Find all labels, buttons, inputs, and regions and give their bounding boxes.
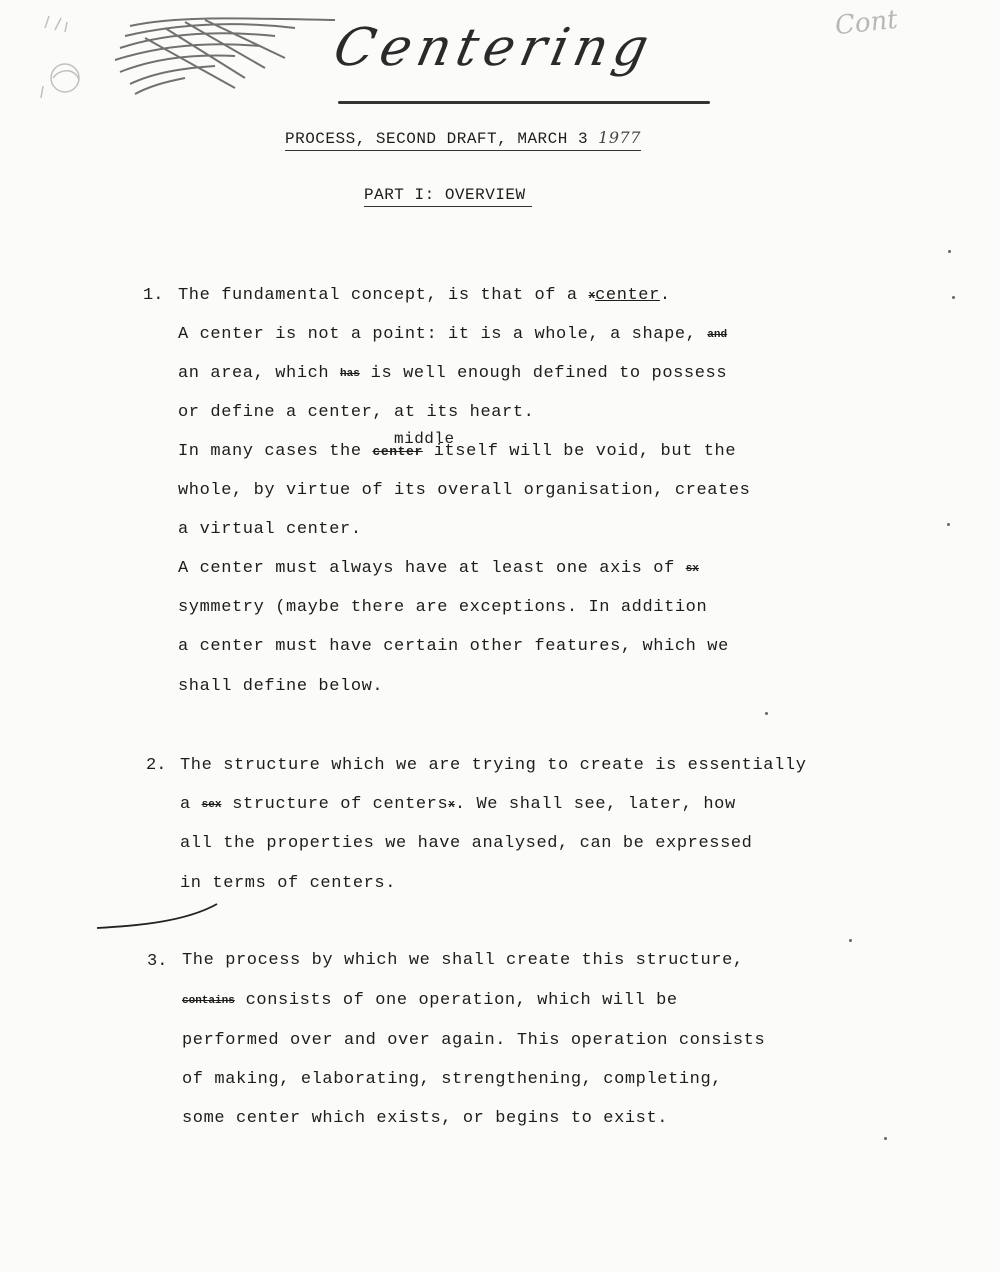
item-line: contains consists of one operation, which will be	[182, 991, 678, 1010]
item-line: A center is not a point: it is a whole, a shape, and	[178, 325, 728, 344]
item-line: some center which exists, or begins to exist.	[182, 1109, 669, 1128]
pen-stroke-mark	[95, 900, 225, 935]
scan-speck	[884, 1137, 887, 1140]
handwritten-title-text: Centering	[328, 18, 660, 78]
item-line: a center must have certain other features, which we	[178, 637, 729, 656]
scribble-mark	[35, 8, 345, 108]
corner-handwritten-note: Cont	[833, 4, 900, 42]
item-line: A center must always have at least one axis of sx	[178, 559, 699, 578]
item-line: an area, which has is well enough defined to possess	[178, 364, 728, 383]
item-line: performed over and over again. This operation consists	[182, 1031, 766, 1050]
item-number: 1.	[143, 286, 164, 305]
item-line: The fundamental concept, is that of a xcenter.	[178, 286, 671, 305]
item-line: or define a center, at its heart.	[178, 403, 535, 422]
item-line: symmetry (maybe there are exceptions. In addition	[178, 598, 708, 617]
item-line: a virtual center.	[178, 520, 362, 539]
draft-header	[285, 128, 641, 151]
draft-header-year: 1977	[598, 128, 641, 147]
item-line: whole, by virtue of its overall organisation, creates	[178, 481, 751, 500]
item-line: The structure which we are trying to create is essentially	[180, 756, 807, 775]
scan-speck	[952, 296, 955, 299]
draft-header-text: PROCESS, SECOND DRAFT, MARCH 3	[285, 130, 589, 148]
scan-speck	[849, 939, 852, 942]
item-number: 3.	[147, 952, 168, 971]
item-number: 2.	[146, 756, 167, 775]
title-underline	[338, 101, 710, 104]
underlined-word: center	[595, 286, 660, 305]
scan-speck	[948, 250, 951, 253]
item-line: of making, elaborating, strengthening, completing,	[182, 1070, 723, 1089]
handwritten-insert: middle	[394, 430, 455, 448]
item-line: all the properties we have analysed, can be expressed	[180, 834, 753, 853]
item-line: shall define below.	[178, 677, 384, 696]
scan-speck	[765, 712, 768, 715]
item-line: The process by which we shall create this structure,	[182, 951, 744, 970]
scan-speck	[947, 523, 950, 526]
item-line: in terms of centers.	[180, 874, 397, 893]
item-line: a sex structure of centersx. We shall see, later, how	[180, 795, 736, 814]
part-title: PART I: OVERVIEW	[364, 186, 532, 207]
item-line: In many cases the center itself will be void, but the	[178, 442, 737, 461]
handwritten-title	[328, 18, 660, 108]
